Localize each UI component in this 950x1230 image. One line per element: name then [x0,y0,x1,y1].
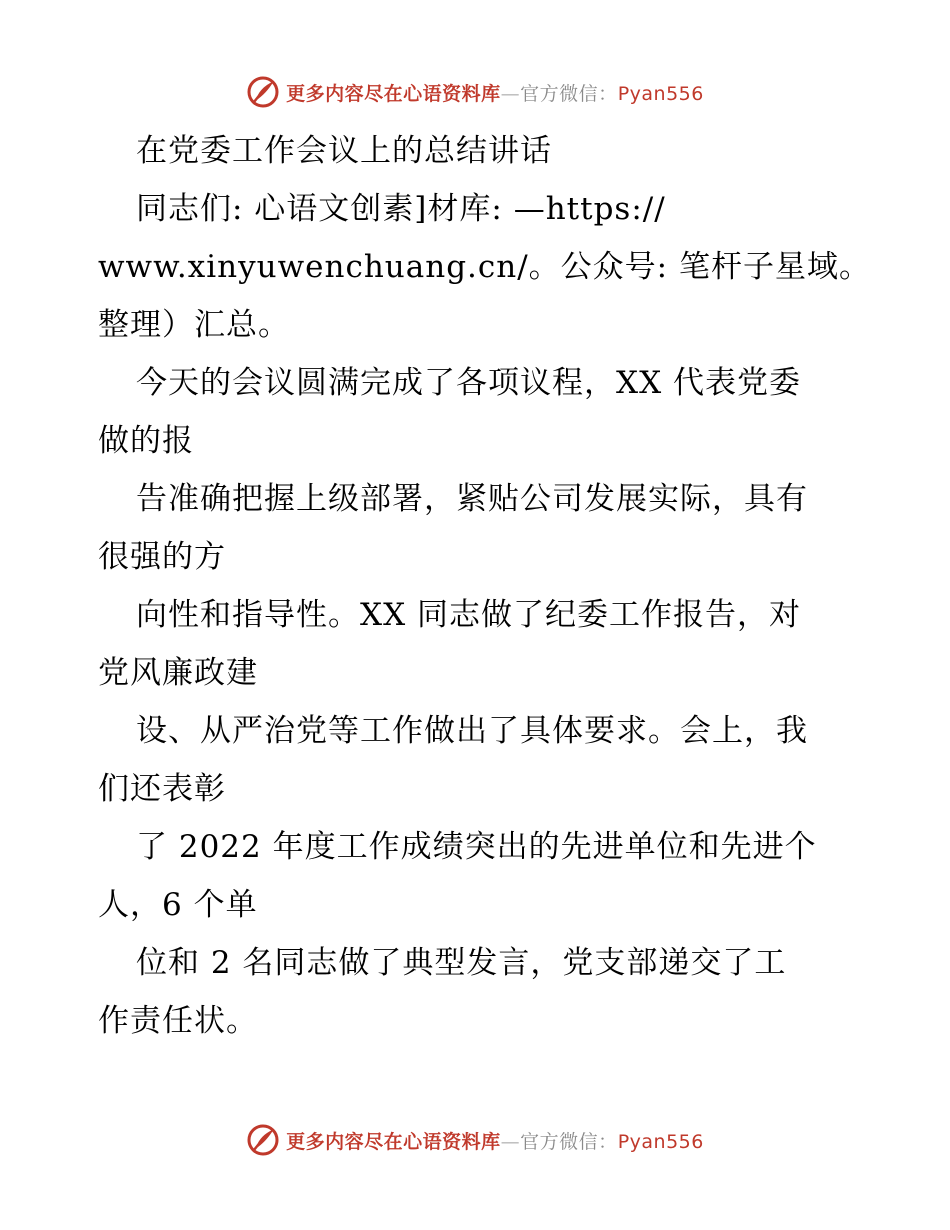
text-line: 做的报 [98,423,194,459]
watermark-text [286,79,704,106]
watermark-site-text: 更多内容尽在心语资料库 [286,82,501,105]
text-line: 位和 2 名同志做了典型发言，党支部递交了工 [136,945,787,981]
text-line: 了 2022 年度工作成绩突出的先进单位和先进个 [136,829,817,865]
footer-watermark [0,1120,950,1160]
text-line: 作责任状。 [98,1003,258,1039]
text-line: 向性和指导性。XX 同志做了纪委工作报告，对 [136,597,801,633]
watermark-wechat-id: Pyan556 [617,1130,704,1153]
text-line: 今天的会议圆满完成了各项议程，XX 代表党委 [136,365,801,401]
watermark-wechat-label: 官方微信： [520,1130,618,1153]
text-line: 人，6 个单 [98,887,258,923]
watermark-wechat-id: Pyan556 [617,82,704,105]
text-line: 同志们: 心语文创素]材库: —https:// [136,191,666,227]
text-line: 在党委工作会议上的总结讲话 [136,133,552,169]
text-line: 们还表彰 [98,771,226,807]
header-watermark [0,72,950,112]
quill-logo-icon [246,75,280,109]
text-line: www.xinyuwenchuang.cn/。公众号: 笔杆子星域。 [98,249,871,285]
watermark-separator: — [500,82,521,105]
watermark-text [286,1127,704,1154]
text-line: 党风廉政建 [98,655,258,691]
text-line: 告准确把握上级部署，紧贴公司发展实际，具有 [136,481,808,517]
text-line: 设、从严治党等工作做出了具体要求。会上，我 [136,713,808,749]
text-line: 整理）汇总。 [98,307,290,343]
watermark-wechat-label: 官方微信： [520,82,618,105]
quill-logo-icon [246,1123,280,1157]
watermark-site-text: 更多内容尽在心语资料库 [286,1130,501,1153]
document-body [98,122,871,1050]
text-line: 很强的方 [98,539,226,575]
watermark-separator: — [500,1130,521,1153]
